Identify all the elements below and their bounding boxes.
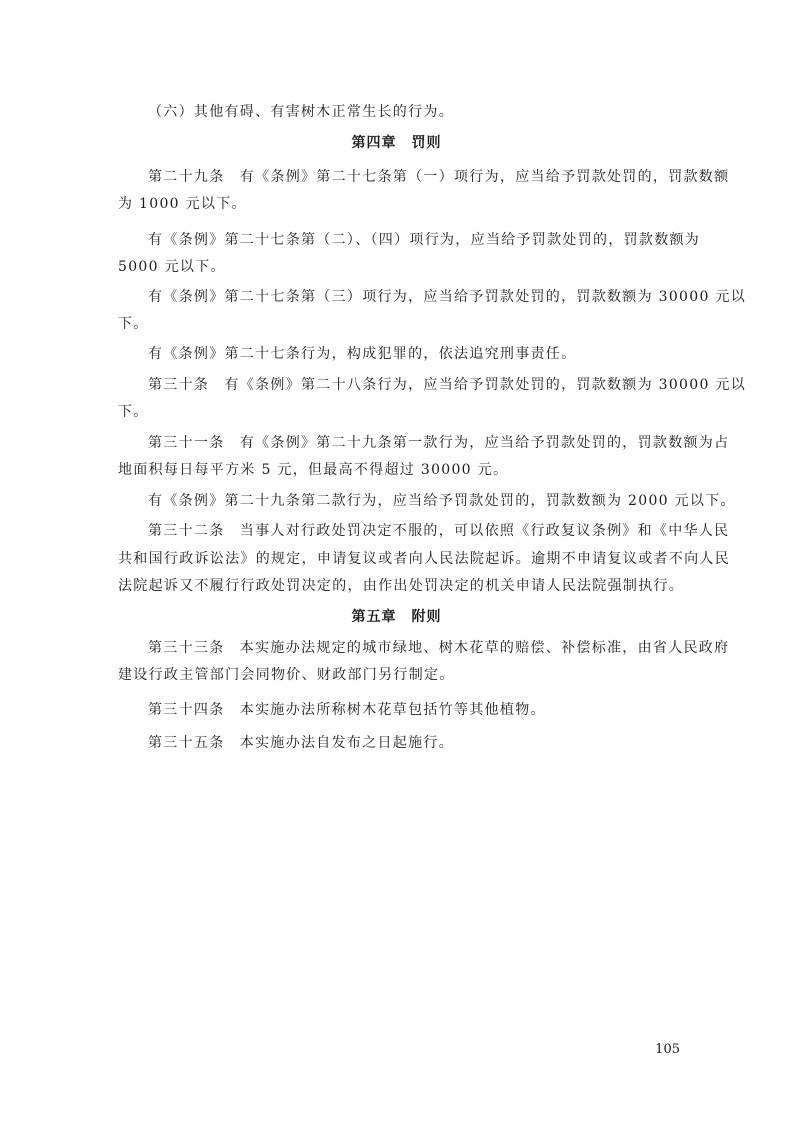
paragraph-line: 5000 元以下。 — [118, 259, 226, 275]
article-35-line: 第三十五条 本实施办法自发布之日起施行。 — [148, 735, 454, 751]
article-34-line: 第三十四条 本实施办法所称树木花草包括竹等其他植物。 — [148, 702, 546, 718]
article-32-line-3: 法院起诉又不履行行政处罚决定的，由作出处罚决定的机关申请人民法院强制执行。 — [118, 578, 685, 594]
article-29-line-1: 第二十九条 有《条例》第二十七条第（一）项行为，应当给予罚款处罚的，罚款数额 — [148, 169, 730, 185]
paragraph-line: 下。 — [118, 316, 149, 332]
paragraph-line: （六）其他有碍、有害树木正常生长的行为。 — [148, 104, 454, 120]
article-32-line-1: 第三十二条 当事人对行政处罚决定不服的，可以依照《行政复议条例》和《中华人民 — [148, 523, 730, 539]
page-number: 105 — [655, 1042, 680, 1057]
article-30-line-1: 第三十条 有《条例》第二十八条行为，应当给予罚款处罚的，罚款数额为 30000 元以 — [148, 377, 747, 393]
article-32-line-2: 共和国行政诉讼法》的规定，申请复议或者向人民法院起诉。逾期不申请复议或者不向人民 — [118, 551, 730, 567]
article-33-line-1: 第三十三条 本实施办法规定的城市绿地、树木花草的赔偿、补偿标准，由省人民政府 — [148, 640, 730, 656]
article-31-line-2: 地面积每日每平方米 5 元，但最高不得超过 30000 元。 — [118, 462, 509, 478]
article-29-line-2: 为 1000 元以下。 — [118, 196, 247, 212]
paragraph-line: 有《条例》第二十七条第（三）项行为，应当给予罚款处罚的，罚款数额为 30000 元以 — [148, 289, 747, 305]
chapter-heading-5: 第五章 附则 — [351, 609, 442, 625]
article-33-line-2: 建设行政主管部门会同物价、财政部门另行制定。 — [118, 667, 455, 683]
paragraph-line: 有《条例》第二十七条行为，构成犯罪的，依法追究刑事责任。 — [148, 346, 577, 362]
article-30-line-2: 下。 — [118, 404, 149, 420]
paragraph-line: 有《条例》第二十九条第二款行为，应当给予罚款处罚的，罚款数额为 2000 元以下。 — [148, 493, 736, 509]
chapter-heading-4: 第四章 罚则 — [351, 135, 442, 151]
article-31-line-1: 第三十一条 有《条例》第二十九条第一款行为，应当给予罚款处罚的，罚款数额为占 — [148, 435, 730, 451]
paragraph-line: 有《条例》第二十七条第（二）、（四）项行为，应当给予罚款处罚的，罚款数额为 — [148, 232, 701, 248]
